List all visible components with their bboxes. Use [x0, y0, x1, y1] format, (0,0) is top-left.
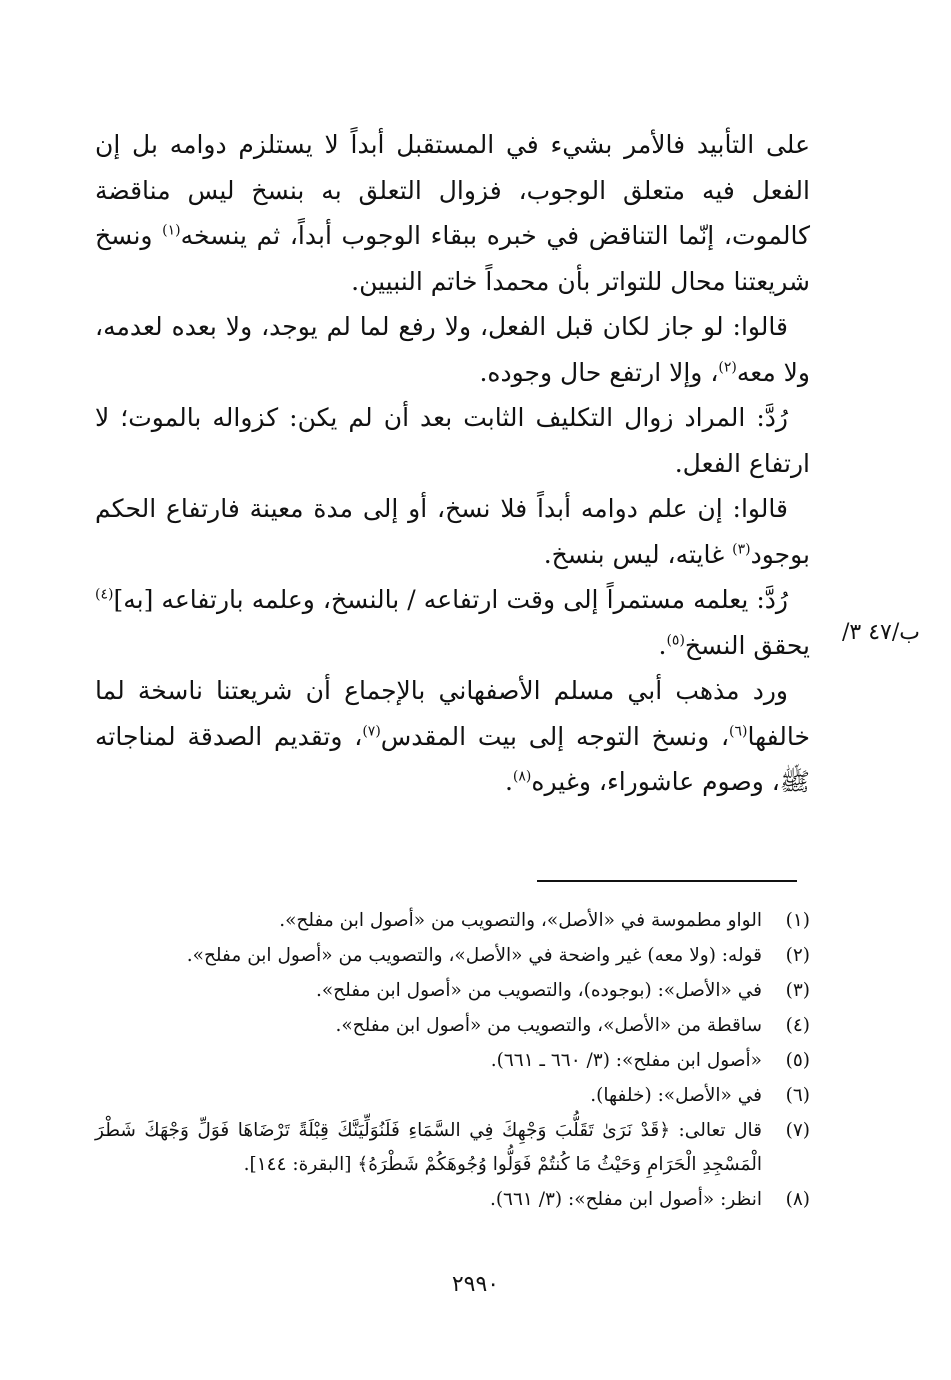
paragraph-5-end: . — [658, 630, 667, 660]
paragraph-1-text: على التأبيد فالأمر بشيء في المستقبل أبداً لا يستلزم دوامه بل إن الفعل فيه متعلق الوجوب، فزوال التعلق به بنسخ ليس مناقضة كالموت، إنّما التناقض في خبره ببقاء الوجوب أبداً، ثم ينسخه — [95, 130, 811, 250]
footnote-text: قال تعالى: ﴿قَدْ نَرَىٰ تَقَلُّبَ وَجْهِكَ فِي السَّمَاءِ فَلَنُوَلِّيَنَّكَ قِبْلَةً تَرْضَاهَا فَوَلِّ وَجْهَكَ شَطْرَ الْمَسْجِدِ الْحَرَامِ وَحَيْثُ مَا كُنتُمْ فَوَلُّوا وُجُوهَكُمْ شَطْرَهُ﴾ [البقرة: ١٤٤]. — [95, 1120, 762, 1175]
footnote-1 — [95, 904, 810, 938]
paragraph-5-mid: يحقق النسخ — [684, 630, 810, 660]
footnote-5 — [95, 1044, 810, 1078]
paragraph-2-text: قالوا: لو جاز لكان قبل الفعل، ولا رفع لما لم يوجد، ولا بعده لعدمه، ولا معه — [95, 312, 810, 387]
page-number: ٢٩٩٠ — [451, 1272, 500, 1297]
paragraph-3 — [95, 395, 810, 486]
footnote-text: في «الأصل»: (بوجوده)، والتصويب من «أصول ابن مفلح». — [315, 980, 762, 1001]
footnote-ref-1[interactable]: (١) — [162, 222, 181, 239]
footnote-number: (١) — [785, 910, 810, 931]
footnote-3 — [95, 974, 810, 1008]
paragraph-6-text: ورد مذهب أبي مسلم الأصفهاني بالإجماع أن شريعتنا ناسخة لما خالفها — [95, 676, 810, 751]
main-text — [95, 122, 810, 805]
footnote-text: قوله: (ولا معه) غير واضحة في «الأصل»، والتصويب من «أصول ابن مفلح». — [186, 945, 762, 966]
footnote-2 — [95, 939, 810, 973]
paragraph-1 — [95, 122, 810, 304]
footnote-number: (٦) — [785, 1085, 810, 1106]
footnote-8 — [95, 1183, 810, 1217]
footnote-7 — [95, 1114, 810, 1182]
footnote-text: «أصول ابن مفلح»: (٣/ ٦٦٠ ـ ٦٦١). — [490, 1050, 762, 1071]
footnotes — [95, 904, 810, 1218]
paragraph-4-text: قالوا: إن علم دوامه أبداً فلا نسخ، أو إلى مدة معينة فارتفاع الحكم بوجود — [95, 494, 810, 569]
footnote-ref-3[interactable]: (٣) — [732, 541, 751, 558]
footnote-text: في «الأصل»: (خلفها). — [590, 1085, 762, 1106]
footnote-ref-5[interactable]: (٥) — [666, 632, 685, 649]
footnote-text: ساقطة من «الأصل»، والتصويب من «أصول ابن مفلح». — [335, 1015, 762, 1036]
paragraph-5 — [95, 577, 810, 668]
footnote-6 — [95, 1079, 810, 1113]
paragraph-6 — [95, 668, 810, 805]
paragraph-4-end: غايته، ليس بنسخ. — [543, 539, 733, 569]
paragraph-4 — [95, 486, 810, 577]
footnote-number: (٣) — [785, 980, 810, 1001]
footnote-number: (٧) — [785, 1120, 810, 1141]
manuscript-folio-note: ب/٤٧ ٣/ — [841, 620, 920, 645]
footnote-text: انظر: «أصول ابن مفلح»: (٣/ ٦٦١). — [489, 1189, 762, 1210]
paragraph-6-end: . — [504, 767, 513, 796]
footnote-number: (٤) — [785, 1015, 810, 1036]
footnote-number: (٥) — [785, 1050, 810, 1071]
footnote-ref-4[interactable]: (٤) — [95, 586, 114, 603]
footnote-4 — [95, 1009, 810, 1043]
footnote-number: (٢) — [785, 945, 810, 966]
footnote-text: الواو مطموسة في «الأصل»، والتصويب من «أصول ابن مفلح». — [279, 910, 762, 931]
paragraph-3-text: رُدَّ: المراد زوال التكليف الثابت بعد أن لم يكن: كزواله بالموت؛ لا ارتفاع الفعل. — [95, 403, 810, 478]
footnote-separator — [537, 880, 797, 882]
paragraph-2-end: ، وإلا ارتفع حال وجوده. — [479, 357, 719, 387]
footnote-ref-2[interactable]: (٢) — [718, 359, 737, 376]
paragraph-5-text: رُدَّ: يعلمه مستمراً إلى وقت ارتفاعه / بالنسخ، وعلمه بارتفاعه [به] — [113, 585, 788, 614]
footnote-ref-8[interactable]: (٨) — [512, 768, 532, 785]
footnote-ref-6[interactable]: (٦) — [729, 723, 748, 740]
paragraph-6-mid: ، ونسخ التوجه إلى بيت المقدس — [380, 721, 730, 751]
paragraph-6-mid2: ، وتقديم الصدقة لمناجاته ﷺ، وصوم عاشوراء، وغيره — [95, 721, 810, 796]
paragraph-1-end: ونسخ شريعتنا محال للتواتر بأن محمداً خاتم النبيين. — [95, 221, 810, 296]
paragraph-2 — [95, 304, 810, 395]
footnote-number: (٨) — [785, 1189, 810, 1210]
footnote-ref-7[interactable]: (٧) — [362, 723, 381, 740]
